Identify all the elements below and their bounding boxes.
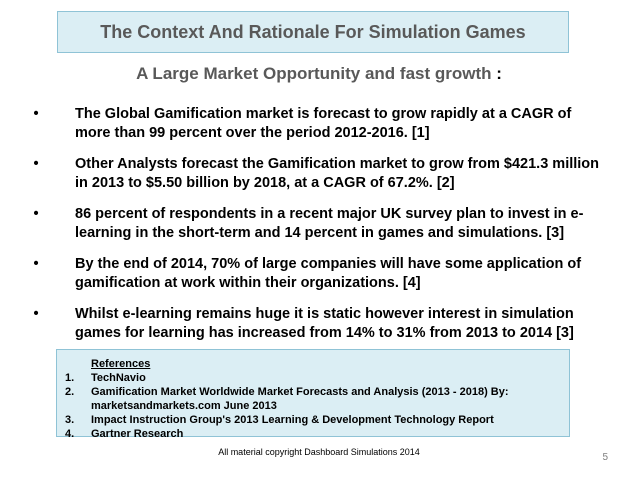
bullet-text: Other Analysts forecast the Gamification market to grow from $421.3 million in 2013 to $5.50 billion by 2018, at a CAGR of 67.2%. [2] <box>75 156 600 191</box>
bullet-text: By the end of 2014, 70% of large companies will have some application of gamification at work within their organizations. [4] <box>75 256 582 291</box>
bullet-item <box>30 205 605 243</box>
title-box <box>57 11 569 53</box>
reference-item <box>65 385 561 413</box>
bullet-item <box>30 105 605 143</box>
bullet-marker: • <box>33 206 39 222</box>
bullet-text: The Global Gamification market is forecast to grow rapidly at a CAGR of more than 99 percent over the period 2012-2016. [1] <box>75 106 572 141</box>
slide-title: The Context And Rationale For Simulation Games <box>100 21 526 42</box>
reference-number: 1. <box>65 372 75 384</box>
reference-text: Impact Instruction Group's 2013 Learning & Development Technology Report <box>91 414 494 426</box>
reference-number: 2. <box>65 386 75 398</box>
page-number: 5 <box>602 452 608 463</box>
subtitle-colon: : <box>496 64 502 83</box>
bullet-marker: • <box>33 306 39 322</box>
bullet-marker: • <box>33 256 39 272</box>
bullet-list <box>30 105 605 355</box>
references-heading: References <box>91 358 151 370</box>
reference-item <box>65 427 561 441</box>
bullet-marker: • <box>33 156 39 172</box>
bullet-item <box>30 255 605 293</box>
reference-item <box>65 413 561 427</box>
bullet-text: 86 percent of respondents in a recent major UK survey plan to invest in e-learning in the short-term and 14 percent in games and simulations. [3] <box>75 206 584 241</box>
references-box <box>56 349 570 440</box>
reference-text: Gamification Market Worldwide Market Forecasts and Analysis (2013 - 2018) By: marketsandmarkets.com June 2013 <box>91 386 509 412</box>
bullet-marker: • <box>33 106 39 122</box>
reference-item <box>65 371 561 385</box>
subtitle-text: A Large Market Opportunity and fast growth <box>136 64 492 83</box>
reference-text: Gartner Research <box>91 428 184 440</box>
copyright-notice: All material copyright Dashboard Simulations 2014 <box>218 447 420 457</box>
reference-number: 3. <box>65 414 75 426</box>
bullet-item <box>30 305 605 343</box>
reference-number: 4. <box>65 428 75 440</box>
reference-text: TechNavio <box>91 372 146 384</box>
bullet-item <box>30 155 605 193</box>
bullet-text: Whilst e-learning remains huge it is static however interest in simulation games for learning has increased from 14% to 31% from 2013 to 2014 [3] <box>75 306 574 341</box>
slide-subtitle <box>0 64 638 84</box>
